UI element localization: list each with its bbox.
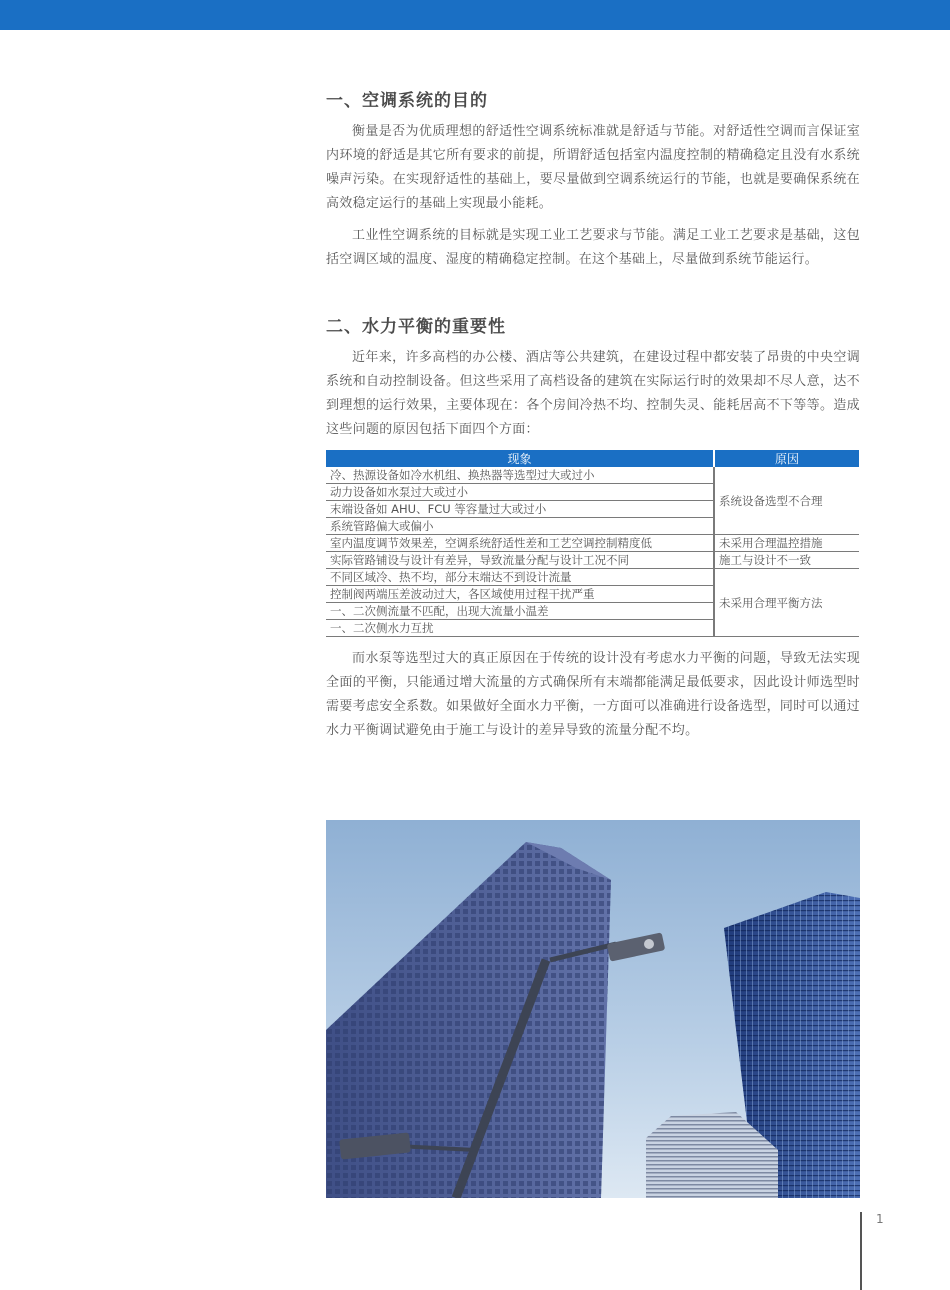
phenomenon-cell: 冷、热源设备如冷水机组、换热器等选型过大或过小: [326, 467, 714, 484]
cause-table: [326, 450, 859, 637]
phenomenon-cell: 实际管路铺设与设计有差异，导致流量分配与设计工况不同: [326, 552, 714, 569]
table-row: [326, 535, 859, 552]
table-row: [326, 552, 859, 569]
phenomenon-cell: 一、二次侧流量不匹配，出现大流量小温差: [326, 603, 714, 620]
phenomenon-cell: 不同区域冷、热不均，部分末端达不到设计流量: [326, 569, 714, 586]
phenomenon-cell: 末端设备如 AHU、FCU 等容量过大或过小: [326, 501, 714, 518]
phenomenon-cell: 一、二次侧水力互扰: [326, 620, 714, 637]
table-header-cause: 原因: [714, 450, 859, 467]
page-number-rule: [860, 1212, 862, 1290]
cause-cell: 施工与设计不一致: [714, 552, 859, 569]
section-2-paragraph-2: 而水泵等选型过大的真正原因在于传统的设计没有考虑水力平衡的问题，导致无法实现全面的平衡，只能通过增大流量的方式确保所有末端都能满足最低要求，因此设计师选型时需要考虑安全系数。如果做好全面水力平衡，一方面可以准确进行设备选型，同时可以通过水力平衡调试避免由于施工与设计的差异导致的流量分配不均。: [326, 651, 860, 738]
section-2-title: 二、水力平衡的重要性: [326, 317, 506, 337]
table-row: [326, 569, 859, 586]
section-1-paragraph-2: 工业性空调系统的目标就是实现工业工艺要求与节能。满足工业工艺要求是基础，这包括空调区域的温度、湿度的精确稳定控制。在这个基础上，尽量做到系统节能运行。: [326, 228, 860, 267]
document-body: [326, 88, 860, 743]
section-1-paragraph-1: 衡量是否为优质理想的舒适性空调系统标准就是舒适与节能。对舒适性空调而言保证室内环境的舒适是其它所有要求的前提，所谓舒适包括室内温度控制的精确稳定且没有水系统噪声污染。在实现舒适性的基础上，要尽量做到空调系统运行的节能，也就是要确保系统在高效稳定运行的基础上实现最小能耗。: [326, 124, 860, 211]
table-header-phenomenon: 现象: [326, 450, 714, 467]
section-2-paragraph-1: 近年来，许多高档的办公楼、酒店等公共建筑，在建设过程中都安装了昂贵的中央空调系统和自动控制设备。但这些采用了高档设备的建筑在实际运行时的效果却不尽人意，达不到理想的运行效果，主要体现在：各个房间冷热不均、控制失灵、能耗居高不下等等。造成这些问题的原因包括下面四个方面：: [326, 350, 860, 437]
table-header-row: [326, 450, 859, 467]
section-1-title: 一、空调系统的目的: [326, 91, 488, 111]
cause-cell: 未采用合理温控措施: [714, 535, 859, 552]
table-row: [326, 467, 859, 484]
phenomenon-cell: 系统管路偏大或偏小: [326, 518, 714, 535]
cause-cell: 未采用合理平衡方法: [714, 569, 859, 637]
phenomenon-cell: 室内温度调节效果差，空调系统舒适性差和工艺空调控制精度低: [326, 535, 714, 552]
phenomenon-cell: 动力设备如水泵过大或过小: [326, 484, 714, 501]
header-bar: [0, 0, 950, 30]
cause-cell: 系统设备选型不合理: [714, 467, 859, 535]
skyscraper-photo: [326, 820, 860, 1198]
phenomenon-cell: 控制阀两端压差波动过大，各区域使用过程干扰严重: [326, 586, 714, 603]
page-number: 1: [876, 1212, 884, 1226]
